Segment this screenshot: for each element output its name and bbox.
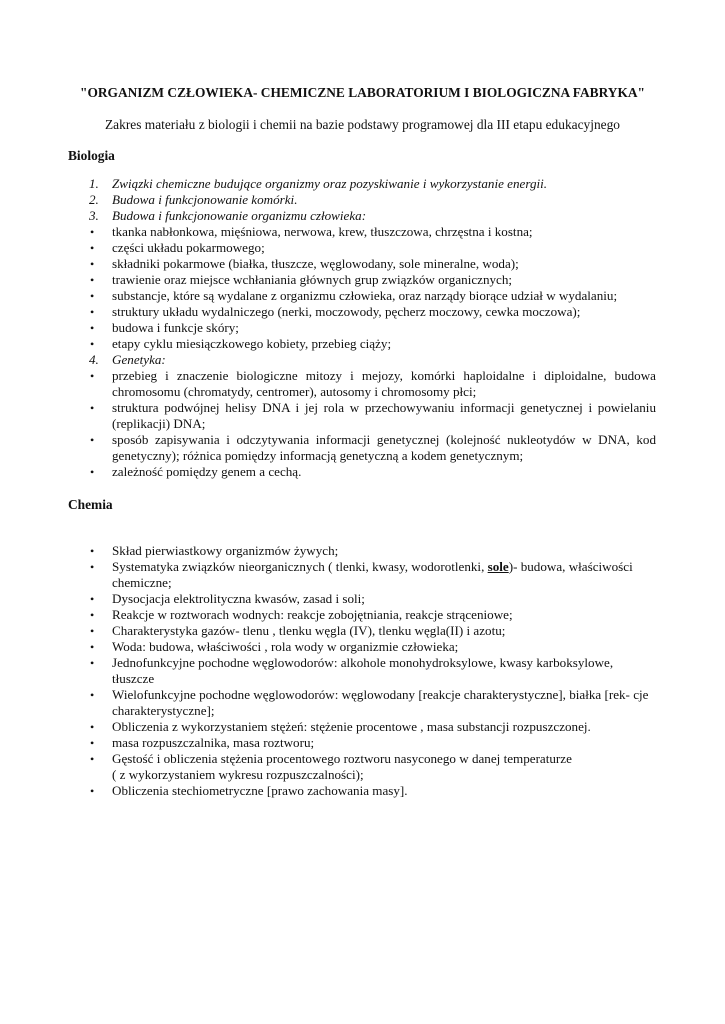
list-item xyxy=(0,288,725,304)
list-item xyxy=(0,735,725,751)
list-number: 2. xyxy=(89,192,99,207)
list-item-text: tkanka nabłonkowa, mięśniowa, nerwowa, krew, tłuszczowa, chrzęstna i kostna; xyxy=(112,224,533,239)
list-item-text: Obliczenia stechiometryczne [prawo zachowania masy]. xyxy=(112,783,408,798)
list-item-text: etapy cyklu miesiączkowego kobiety, przebieg ciąży; xyxy=(112,336,392,351)
chemistry-heading: Chemia xyxy=(68,497,113,512)
list-item xyxy=(0,639,725,655)
list-item-text: Reakcje w roztworach wodnych: reakcje zobojętniania, reakcje strąceniowe; xyxy=(112,607,513,622)
bullet-icon: • xyxy=(90,560,95,574)
bullet-icon: • xyxy=(90,337,95,351)
list-item-text: Obliczenia z wykorzystaniem stężeń: stężenie procentowe , masa substancji rozpuszczonej. xyxy=(112,719,591,734)
list-item xyxy=(0,336,725,352)
list-item xyxy=(0,304,725,320)
list-item xyxy=(0,687,725,719)
emphasized-text: sole xyxy=(487,559,509,574)
list-item xyxy=(0,240,725,256)
list-item xyxy=(0,607,725,623)
bullet-icon: • xyxy=(90,305,95,319)
list-item xyxy=(0,591,725,607)
list-item-text: )- budowa, właściwości chemiczne; xyxy=(112,559,633,590)
list-item-text: Wielofunkcyjne pochodne węglowodorów: węglowodany [reakcje charakterystyczne], białka [rek- cje charakterystyczne]; xyxy=(112,687,649,718)
list-item xyxy=(0,256,725,272)
list-item xyxy=(0,751,725,783)
list-item-text: Charakterystyka gazów- tlenu , tlenku węgla (IV), tlenku węgla(II) i azotu; xyxy=(112,623,506,638)
bullet-icon: • xyxy=(90,401,95,415)
list-item xyxy=(0,432,725,464)
biology-list xyxy=(0,176,725,480)
bullet-icon: • xyxy=(90,608,95,622)
list-item-text: Systematyka związków nieorganicznych ( tlenki, kwasy, wodorotlenki, xyxy=(112,559,488,574)
bullet-icon: • xyxy=(90,433,95,447)
list-number: 4. xyxy=(89,352,99,367)
biology-heading: Biologia xyxy=(68,148,115,163)
list-item-text: Związki chemiczne budujące organizmy oraz pozyskiwanie i wykorzystanie energii. xyxy=(112,176,548,191)
list-item xyxy=(0,272,725,288)
bullet-icon: • xyxy=(90,225,95,239)
bullet-icon: • xyxy=(90,736,95,750)
list-item xyxy=(0,623,725,639)
list-item xyxy=(0,224,725,240)
list-item-text: Dysocjacja elektrolityczna kwasów, zasad i soli; xyxy=(112,591,365,606)
bullet-icon: • xyxy=(90,784,95,798)
list-item xyxy=(0,352,725,368)
list-item xyxy=(0,208,725,224)
list-item-text: struktura podwójnej helisy DNA i jej rola w przechowywaniu informacji genetycznej i powielaniu (replikacji) DNA; xyxy=(112,400,656,431)
bullet-icon: • xyxy=(90,656,95,670)
list-item-text: Skład pierwiastkowy organizmów żywych; xyxy=(112,543,339,558)
list-item-text: ( z wykorzystaniem wykresu rozpuszczalności); xyxy=(112,767,364,782)
bullet-icon: • xyxy=(90,273,95,287)
chemistry-list xyxy=(0,543,725,799)
list-item xyxy=(0,655,725,687)
list-item xyxy=(0,176,725,192)
bullet-icon: • xyxy=(90,640,95,654)
bullet-icon: • xyxy=(90,544,95,558)
list-item-text: masa rozpuszczalnika, masa roztworu; xyxy=(112,735,315,750)
bullet-icon: • xyxy=(90,752,95,766)
bullet-icon: • xyxy=(90,592,95,606)
list-item xyxy=(0,543,725,559)
document-title: "ORGANIZM CZŁOWIEKA- CHEMICZNE LABORATORIUM I BIOLOGICZNA FABRYKA" xyxy=(80,85,645,100)
list-item-text: przebieg i znaczenie biologiczne mitozy i mejozy, komórki haploidalne i diploidalne, budowa chromosomu (chromatydy, centromer), autosomy i chromosomy płci; xyxy=(112,368,656,399)
list-item-text: składniki pokarmowe (białka, tłuszcze, węglowodany, sole mineralne, woda); xyxy=(112,256,519,271)
bullet-icon: • xyxy=(90,289,95,303)
bullet-icon: • xyxy=(90,321,95,335)
bullet-icon: • xyxy=(90,720,95,734)
list-item-text: Jednofunkcyjne pochodne węglowodorów: alkohole monohydroksylowe, kwasy karboksylowe, tłuszcze xyxy=(112,655,614,686)
list-item-text: Budowa i funkcjonowanie organizmu człowieka: xyxy=(112,208,367,223)
document-subtitle: Zakres materiału z biologii i chemii na bazie podstawy programowej dla III etapu edukacyjnego xyxy=(105,117,620,132)
bullet-icon: • xyxy=(90,369,95,383)
list-item-text: części układu pokarmowego; xyxy=(112,240,265,255)
list-item-text: Gęstość i obliczenia stężenia procentowego roztworu nasyconego w danej temperaturze xyxy=(112,751,572,766)
list-number: 1. xyxy=(89,176,99,191)
list-item xyxy=(0,464,725,480)
list-item-text: budowa i funkcje skóry; xyxy=(112,320,239,335)
list-item-text: substancje, które są wydalane z organizmu człowieka, oraz narządy biorące udział w wydalaniu; xyxy=(112,288,618,303)
bullet-icon: • xyxy=(90,241,95,255)
list-item xyxy=(0,192,725,208)
list-item-text: Woda: budowa, właściwości , rola wody w organizmie człowieka; xyxy=(112,639,459,654)
list-item-text: struktury układu wydalniczego (nerki, moczowody, pęcherz moczowy, cewka moczowa); xyxy=(112,304,581,319)
list-item-text: Genetyka: xyxy=(112,352,166,367)
bullet-icon: • xyxy=(90,257,95,271)
list-item xyxy=(0,320,725,336)
list-item xyxy=(0,783,725,799)
bullet-icon: • xyxy=(90,465,95,479)
list-item-text: trawienie oraz miejsce wchłaniania głównych grup związków organicznych; xyxy=(112,272,513,287)
bullet-icon: • xyxy=(90,624,95,638)
list-item xyxy=(0,368,725,400)
list-item-text: sposób zapisywania i odczytywania informacji genetycznej (kolejność nukleotydów w DNA, kod genetyczny); różnica pomiędzy informacją genetyczną a kodem genetycznym; xyxy=(112,432,656,463)
list-item xyxy=(0,400,725,432)
bullet-icon: • xyxy=(90,688,95,702)
list-number: 3. xyxy=(89,208,99,223)
list-item xyxy=(0,719,725,735)
list-item-text: zależność pomiędzy genem a cechą. xyxy=(112,464,302,479)
list-item-text: Budowa i funkcjonowanie komórki. xyxy=(112,192,298,207)
list-item xyxy=(0,559,725,591)
